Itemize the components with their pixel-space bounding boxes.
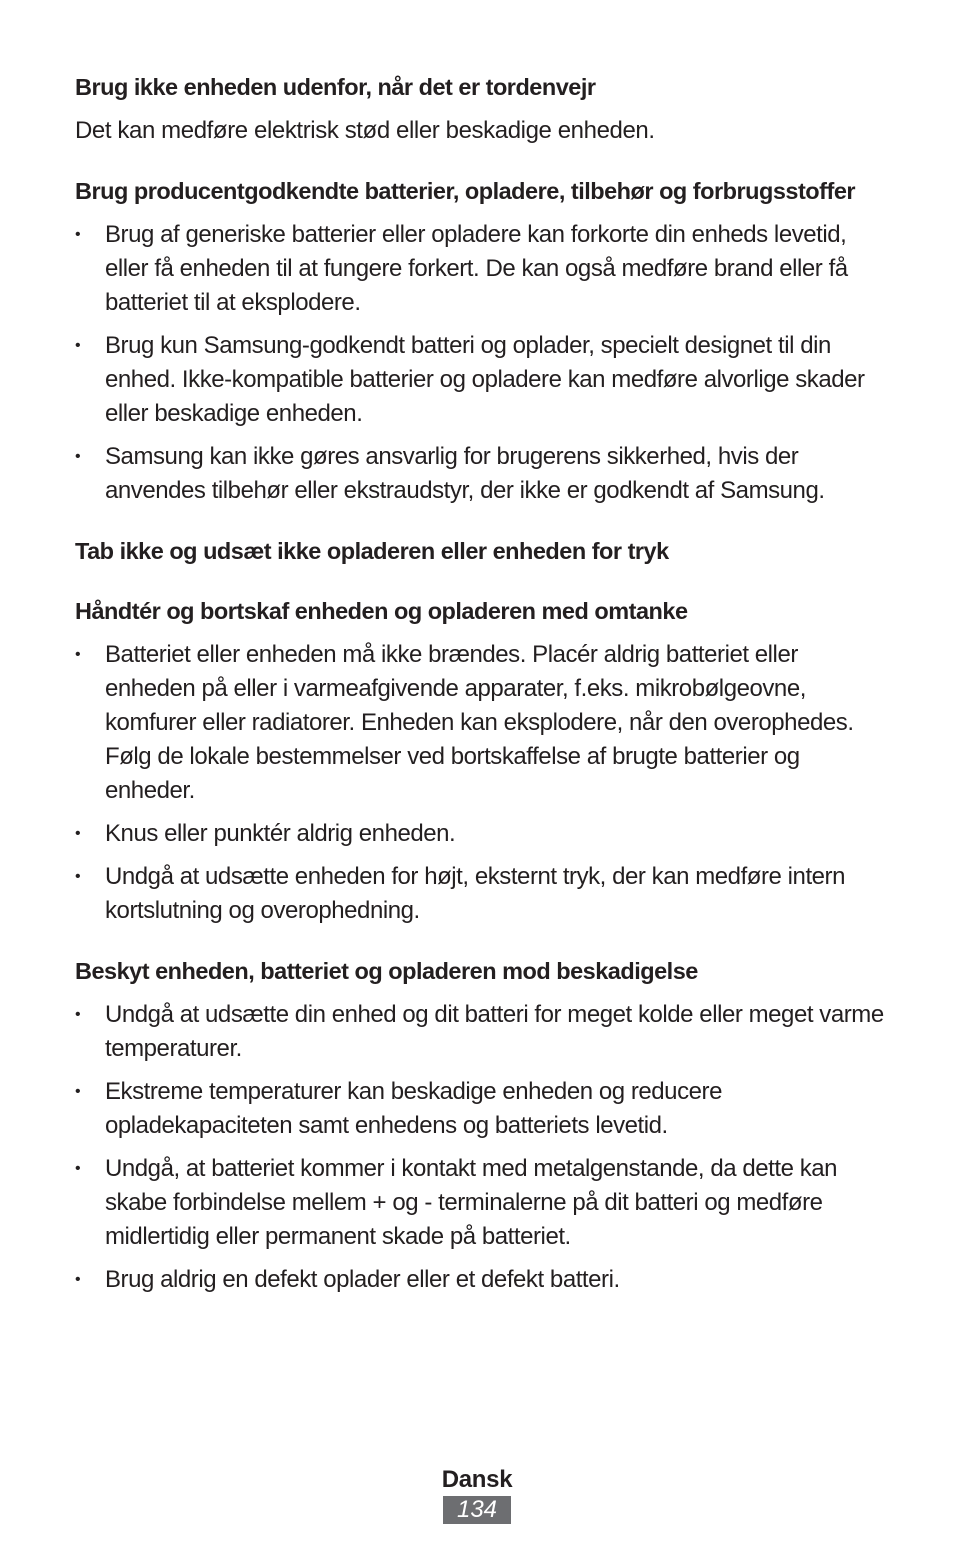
section-heading: Håndtér og bortskaf enheden og opladeren med omtanke — [75, 598, 688, 624]
bullet-icon: • — [75, 1006, 81, 1023]
list-item — [75, 440, 885, 508]
list-item — [75, 860, 885, 928]
bullet-list — [75, 998, 885, 1297]
list-item-text: Undgå, at batteriet kommer i kontakt med metalgenstande, da dette kan skabe forbindelse mellem + og - terminalerne på dit batteri og medføre midlertidig eller permanent skade på batteriet. — [105, 1155, 838, 1250]
list-item-text: Knus eller punktér aldrig enheden. — [105, 820, 456, 847]
list-item — [75, 218, 885, 320]
list-item-text: Brug af generiske batterier eller opladere kan forkorte din enheds levetid, eller få enheden til at fungere forkert. De kan også medføre brand eller få batteriet til at eksplodere. — [105, 221, 848, 316]
bullet-list — [75, 638, 885, 928]
section-thunderstorm — [75, 70, 885, 148]
page-footer — [0, 1464, 954, 1524]
bullet-icon: • — [75, 646, 81, 663]
section-heading: Brug producentgodkendte batterier, opladere, tilbehør og forbrugsstoffer — [75, 178, 856, 204]
list-item — [75, 638, 885, 808]
list-item-text: Undgå at udsætte din enhed og dit batteri for meget kolde eller meget varme temperaturer. — [105, 1001, 884, 1062]
list-item-text: Ekstreme temperaturer kan beskadige enheden og reducere opladekapaciteten samt enhedens og batteriets levetid. — [105, 1078, 722, 1139]
bullet-icon: • — [75, 226, 81, 243]
bullet-icon: • — [75, 825, 81, 842]
bullet-icon: • — [75, 1160, 81, 1177]
section-heading: Tab ikke og udsæt ikke opladeren eller enheden for tryk — [75, 538, 669, 564]
bullet-icon: • — [75, 337, 81, 354]
list-item-text: Undgå at udsætte enheden for højt, eksternt tryk, der kan medføre intern kortslutning og overophedning. — [105, 863, 845, 924]
bullet-icon: • — [75, 868, 81, 885]
list-item — [75, 1075, 885, 1143]
section-drop-pressure — [75, 534, 885, 568]
page-number: 134 — [443, 1496, 511, 1524]
list-item-text: Brug kun Samsung-godkendt batteri og oplader, specielt designet til din enhed. Ikke-kompatible batterier og opladere kan medføre alvorlige skader eller beskadige enheden. — [105, 332, 865, 427]
bullet-icon: • — [75, 448, 81, 465]
page-number-wrapper — [0, 1496, 954, 1524]
bullet-icon: • — [75, 1271, 81, 1288]
section-protect-damage — [75, 954, 885, 1297]
language-label: Dansk — [441, 1466, 513, 1493]
list-item-text: Batteriet eller enheden må ikke brændes. Placér aldrig batteriet eller enheden på eller i varmeafgivende apparater, f.eks. mikrobølgeovne, komfurer eller radiatorer. Enheden kan eksplodere, når den overophedes. Følg de lokale bestemmelser ved bortskaffelse af brugte batterier og enheder. — [105, 641, 854, 804]
section-approved-accessories — [75, 174, 885, 508]
list-item-text: Samsung kan ikke gøres ansvarlig for brugerens sikkerhed, hvis der anvendes tilbehør eller ekstraudstyr, der ikke er godkendt af Samsung. — [105, 443, 825, 504]
list-item — [75, 1152, 885, 1254]
section-heading: Brug ikke enheden udenfor, når det er tordenvejr — [75, 74, 596, 100]
bullet-list — [75, 218, 885, 508]
list-item — [75, 329, 885, 431]
list-item-text: Brug aldrig en defekt oplader eller et defekt batteri. — [105, 1266, 620, 1293]
document-body — [75, 70, 885, 1323]
list-item — [75, 998, 885, 1066]
section-handle-dispose — [75, 594, 885, 928]
bullet-icon: • — [75, 1083, 81, 1100]
section-paragraph: Det kan medføre elektrisk stød eller beskadige enheden. — [75, 117, 655, 144]
section-heading: Beskyt enheden, batteriet og opladeren mod beskadigelse — [75, 958, 698, 984]
list-item — [75, 1263, 885, 1297]
list-item — [75, 817, 885, 851]
